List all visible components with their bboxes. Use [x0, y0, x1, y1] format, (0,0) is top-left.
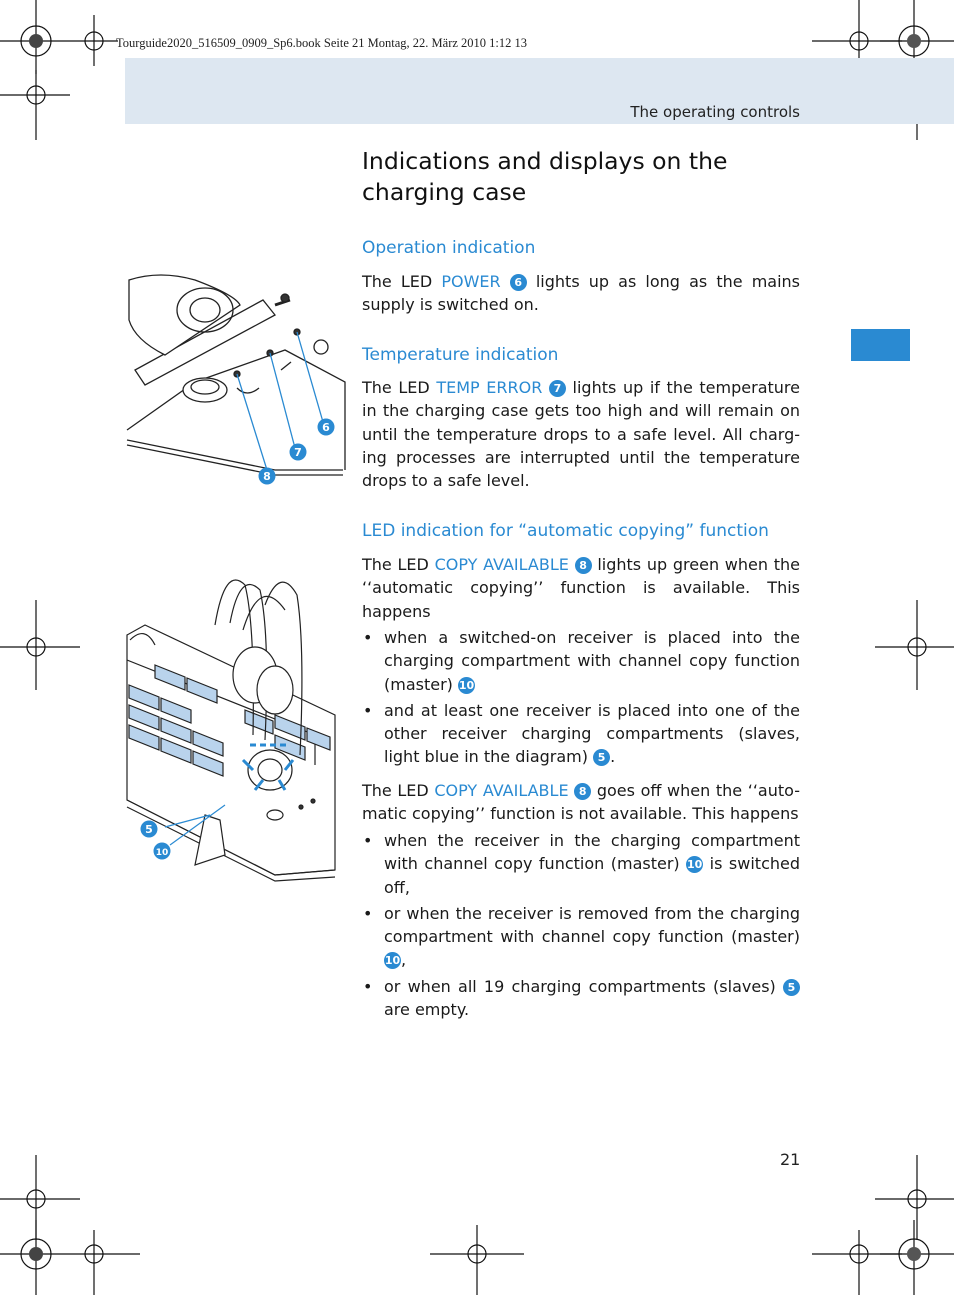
temperature-heading: Temperature indication [362, 345, 559, 365]
callout-badge: 7 [549, 380, 566, 397]
text: when the receiver in the charging compartment with channel copy function (master) [384, 831, 800, 874]
led-copy-available-label: COPY AVAILABLE [434, 555, 569, 574]
operation-paragraph [362, 270, 800, 317]
print-info-line: Tourguide2020_516509_0909_Sp6.book Seite 21 Montag, 22. März 2010 1:12 13 [116, 36, 528, 50]
text: when a switched-on receiver is placed into the charging compartment with channel copy function (master) [384, 628, 800, 694]
page-number: 21 [780, 1150, 801, 1169]
text: lights up as long as the mains supply is switched on. [362, 272, 801, 315]
bullet-list-on [362, 626, 800, 772]
list-item: • and at least one receiver is placed into one of the other receiver charging compartments (slaves, light blue in the diagram) 5 . [363, 700, 800, 767]
bullet-list-off [362, 829, 800, 1024]
callout-badge: 10 [384, 954, 401, 968]
chapter-tab [851, 329, 910, 361]
text: The LED [362, 378, 437, 397]
text: , [401, 950, 407, 970]
led-power-label: POWER [441, 272, 501, 291]
text: goes off when the ‘‘auto-matic copying’’ function is not available. This happens [362, 781, 800, 824]
callout-badge: 10 [687, 858, 703, 872]
header-band [125, 58, 954, 124]
callout-7: 7 [294, 446, 302, 459]
charging-case-illustration [125, 565, 355, 885]
text: or when the receiver is removed from the charging compartment with channel copy function (master) [384, 903, 800, 947]
text: The LED [362, 781, 435, 800]
operation-heading: Operation indication [362, 238, 536, 258]
page-title: Indications and displays on the charging case [362, 147, 728, 206]
callout-badge: 8 [575, 557, 592, 574]
list-item: • or when all 19 charging compartments (slaves) 5 are empty. [362, 975, 800, 1022]
led-copy-available-label: COPY AVAILABLE [434, 781, 569, 800]
callout-6: 6 [322, 421, 330, 434]
callout-badge: 10 [458, 678, 475, 692]
callout-badge: 6 [510, 274, 527, 291]
text: lights up if the temperature in the charging case gets too high and will remain on until the temperature drops to a safe level. All charg-ing processes are interrupted until the temperature drops to a safe level. [362, 378, 800, 491]
control-panel-illustration [125, 270, 355, 490]
callout-8: 8 [263, 470, 271, 483]
section-header: The operating controls [630, 103, 800, 121]
callout-5: 5 [145, 823, 153, 836]
copying-paragraph-2 [362, 779, 800, 826]
text: or when all 19 charging compartments (slaves) [384, 976, 783, 996]
callout-10: 10 [155, 848, 169, 858]
text: . [610, 747, 616, 767]
text: are empty. [384, 1000, 470, 1020]
callout-badge: 5 [783, 979, 800, 996]
text: The LED [362, 555, 435, 574]
led-temp-error-label: TEMP ERROR [436, 378, 543, 397]
text: is switched off, [384, 854, 801, 897]
list-item: • when the receiver in the charging compartment with channel copy function (master) 10 is switched off, [363, 831, 801, 897]
copying-paragraph-1 [362, 553, 800, 623]
callout-badge: 5 [593, 749, 610, 766]
list-item: • when a switched-on receiver is placed into the charging compartment with channel copy function (master) 10 [363, 628, 800, 694]
text: and at least one receiver is placed into one of the other receiver charging compartments (slaves, light blue in the diagram) [384, 700, 800, 767]
text: lights up green when the ‘‘automatic copying’’ function is available. This happens [362, 555, 800, 621]
copying-heading: LED indication for “automatic copying” function [362, 521, 769, 541]
list-item: • or when the receiver is removed from the charging compartment with channel copy function (master) 10, [363, 903, 800, 970]
text: The LED [362, 272, 442, 291]
callout-badge: 8 [574, 783, 591, 800]
temperature-paragraph [362, 376, 800, 492]
